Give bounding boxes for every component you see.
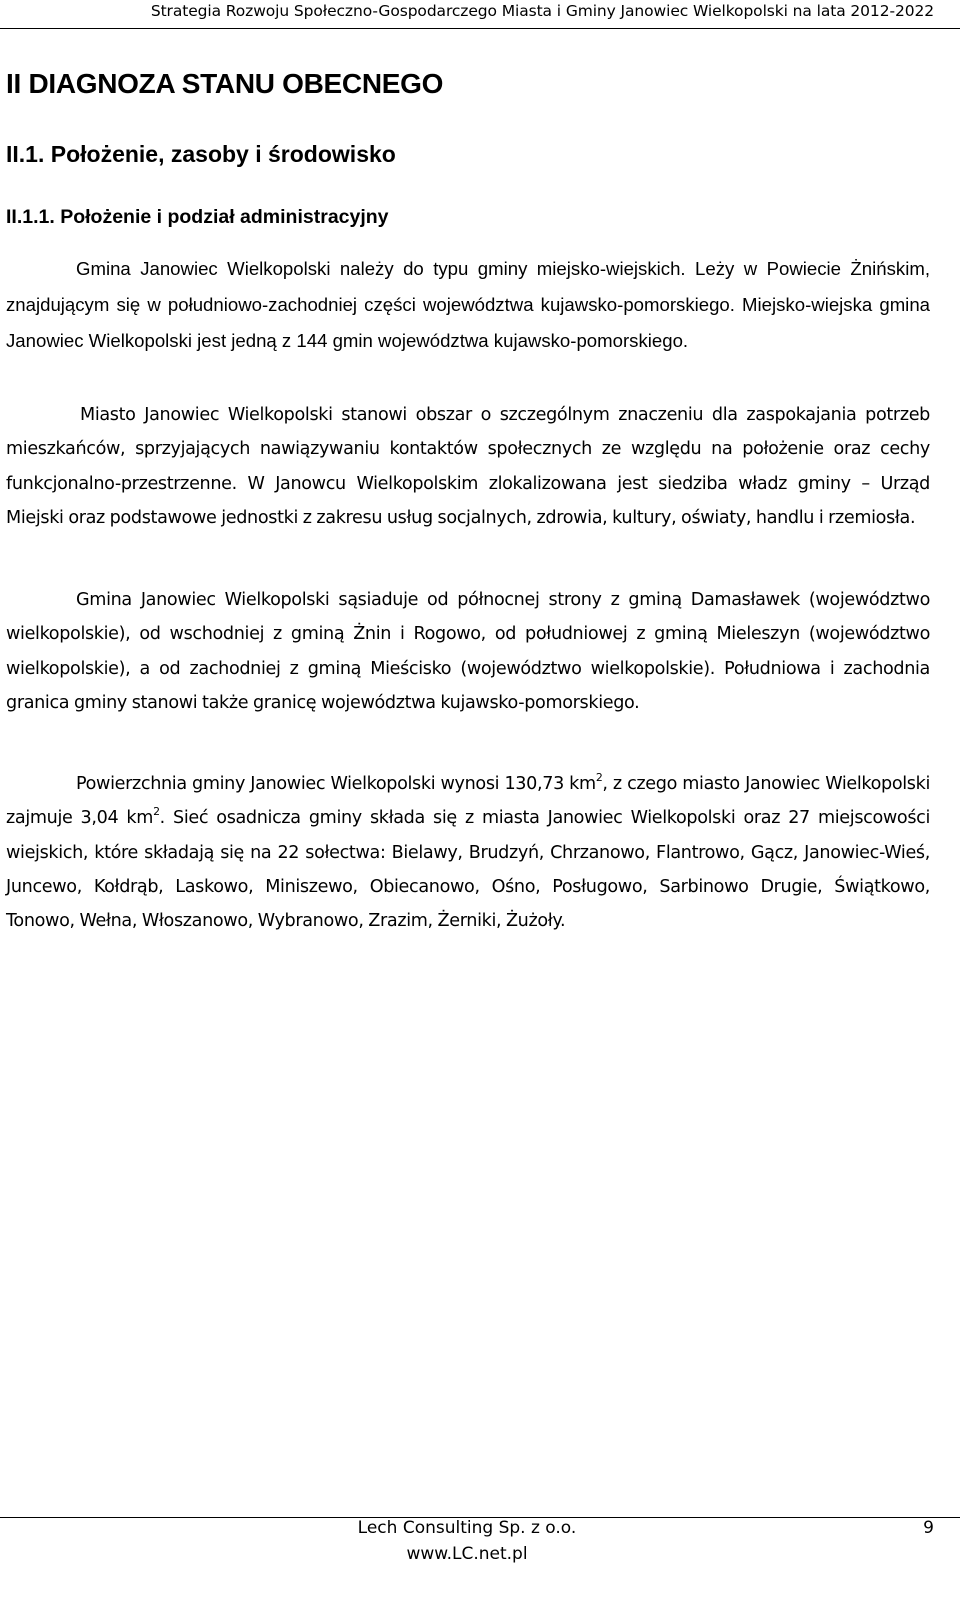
footer-company: Lech Consulting Sp. z o.o. [357,1518,577,1538]
subsection-title: II.1.1. Położenie i podział administracyjny [6,206,389,228]
running-header: Strategia Rozwoju Społeczno-Gospodarczego Miasta i Gminy Janowiec Wielkopolski na lata 2012-2022 [150,2,934,20]
paragraph-town-role: Miasto Janowiec Wielkopolski stanowi obszar o szczególnym znaczeniu dla zaspokajania potrzeb mieszkańców, sprzyjających nawiązywaniu kontaktów społecznych ze względu na położenie oraz cechy funkcjonalno-przestrzenne. W Janowcu Wielkopolskim zlokalizowana jest siedziba władz gminy – Urząd Miejski oraz podstawowe jednostki z zakresu usług socjalnych, zdrowia, kultury, oświaty, handlu i rzemiosła. [6,405,930,528]
area-text-part-3: . Sieć osadnicza gminy składa się z miasta Janowiec Wielkopolski oraz 27 miejscowości wiejskich, które składają się na 22 sołectwa: Bielawy, Brudzyń, Chrzanowo, Flantrowo, Gącz, Janowiec-Wieś, Juncewo, Kołdrąb, Laskowo, Miniszewo, Obiecanowo, Ośno, Posługowo, Sarbinowo Drugie, Świątkowo, Tonowo, Wełna, Włoszanowo, Wybranowo, Zrazim, Żerniki, Żużoły. [6,808,931,932]
area-text-part-2: , z czego miasto Janowiec Wielkopolski zajmuje 3,04 km [6,774,930,829]
paragraph-location: Gmina Janowiec Wielkopolski należy do typu gminy miejsko-wiejskich. Leży w Powiecie Żnińskim, znajdującym się w południowo-zachodniej części województwa kujawsko-pomorskiego. Miejsko-wiejska gmina Janowiec Wielkopolski jest jedną z 144 gmin województwa kujawsko-pomorskiego. [6,258,930,351]
section-title: II.1. Położenie, zasoby i środowisko [6,141,396,167]
footer-website-link[interactable]: www.LC.net.pl [406,1544,528,1564]
paragraph-neighbours: Gmina Janowiec Wielkopolski sąsiaduje od północnej strony z gminą Damasławek (województwo wielkopolskie), od wschodniej z gminą Żnin i Rogowo, od południowej z gminą Mieleszyn (województwo wielkopolskie), a od zachodniej z gminą Mieścisko (województwo wielkopolskie). Południowa i zachodnia granica gminy stanowi także granicę województwa kujawsko-pomorskiego. [6,590,930,713]
superscript-squared: 2 [153,805,160,819]
chapter-title: II DIAGNOZA STANU OBECNEGO [6,68,444,99]
superscript-squared: 2 [595,770,603,784]
header-divider [0,28,960,29]
page-number: 9 [923,1518,934,1538]
paragraph-area-settlements [6,767,930,938]
area-text-part-1: Powierzchnia gminy Janowiec Wielkopolski wynosi 130,73 km [76,774,596,794]
